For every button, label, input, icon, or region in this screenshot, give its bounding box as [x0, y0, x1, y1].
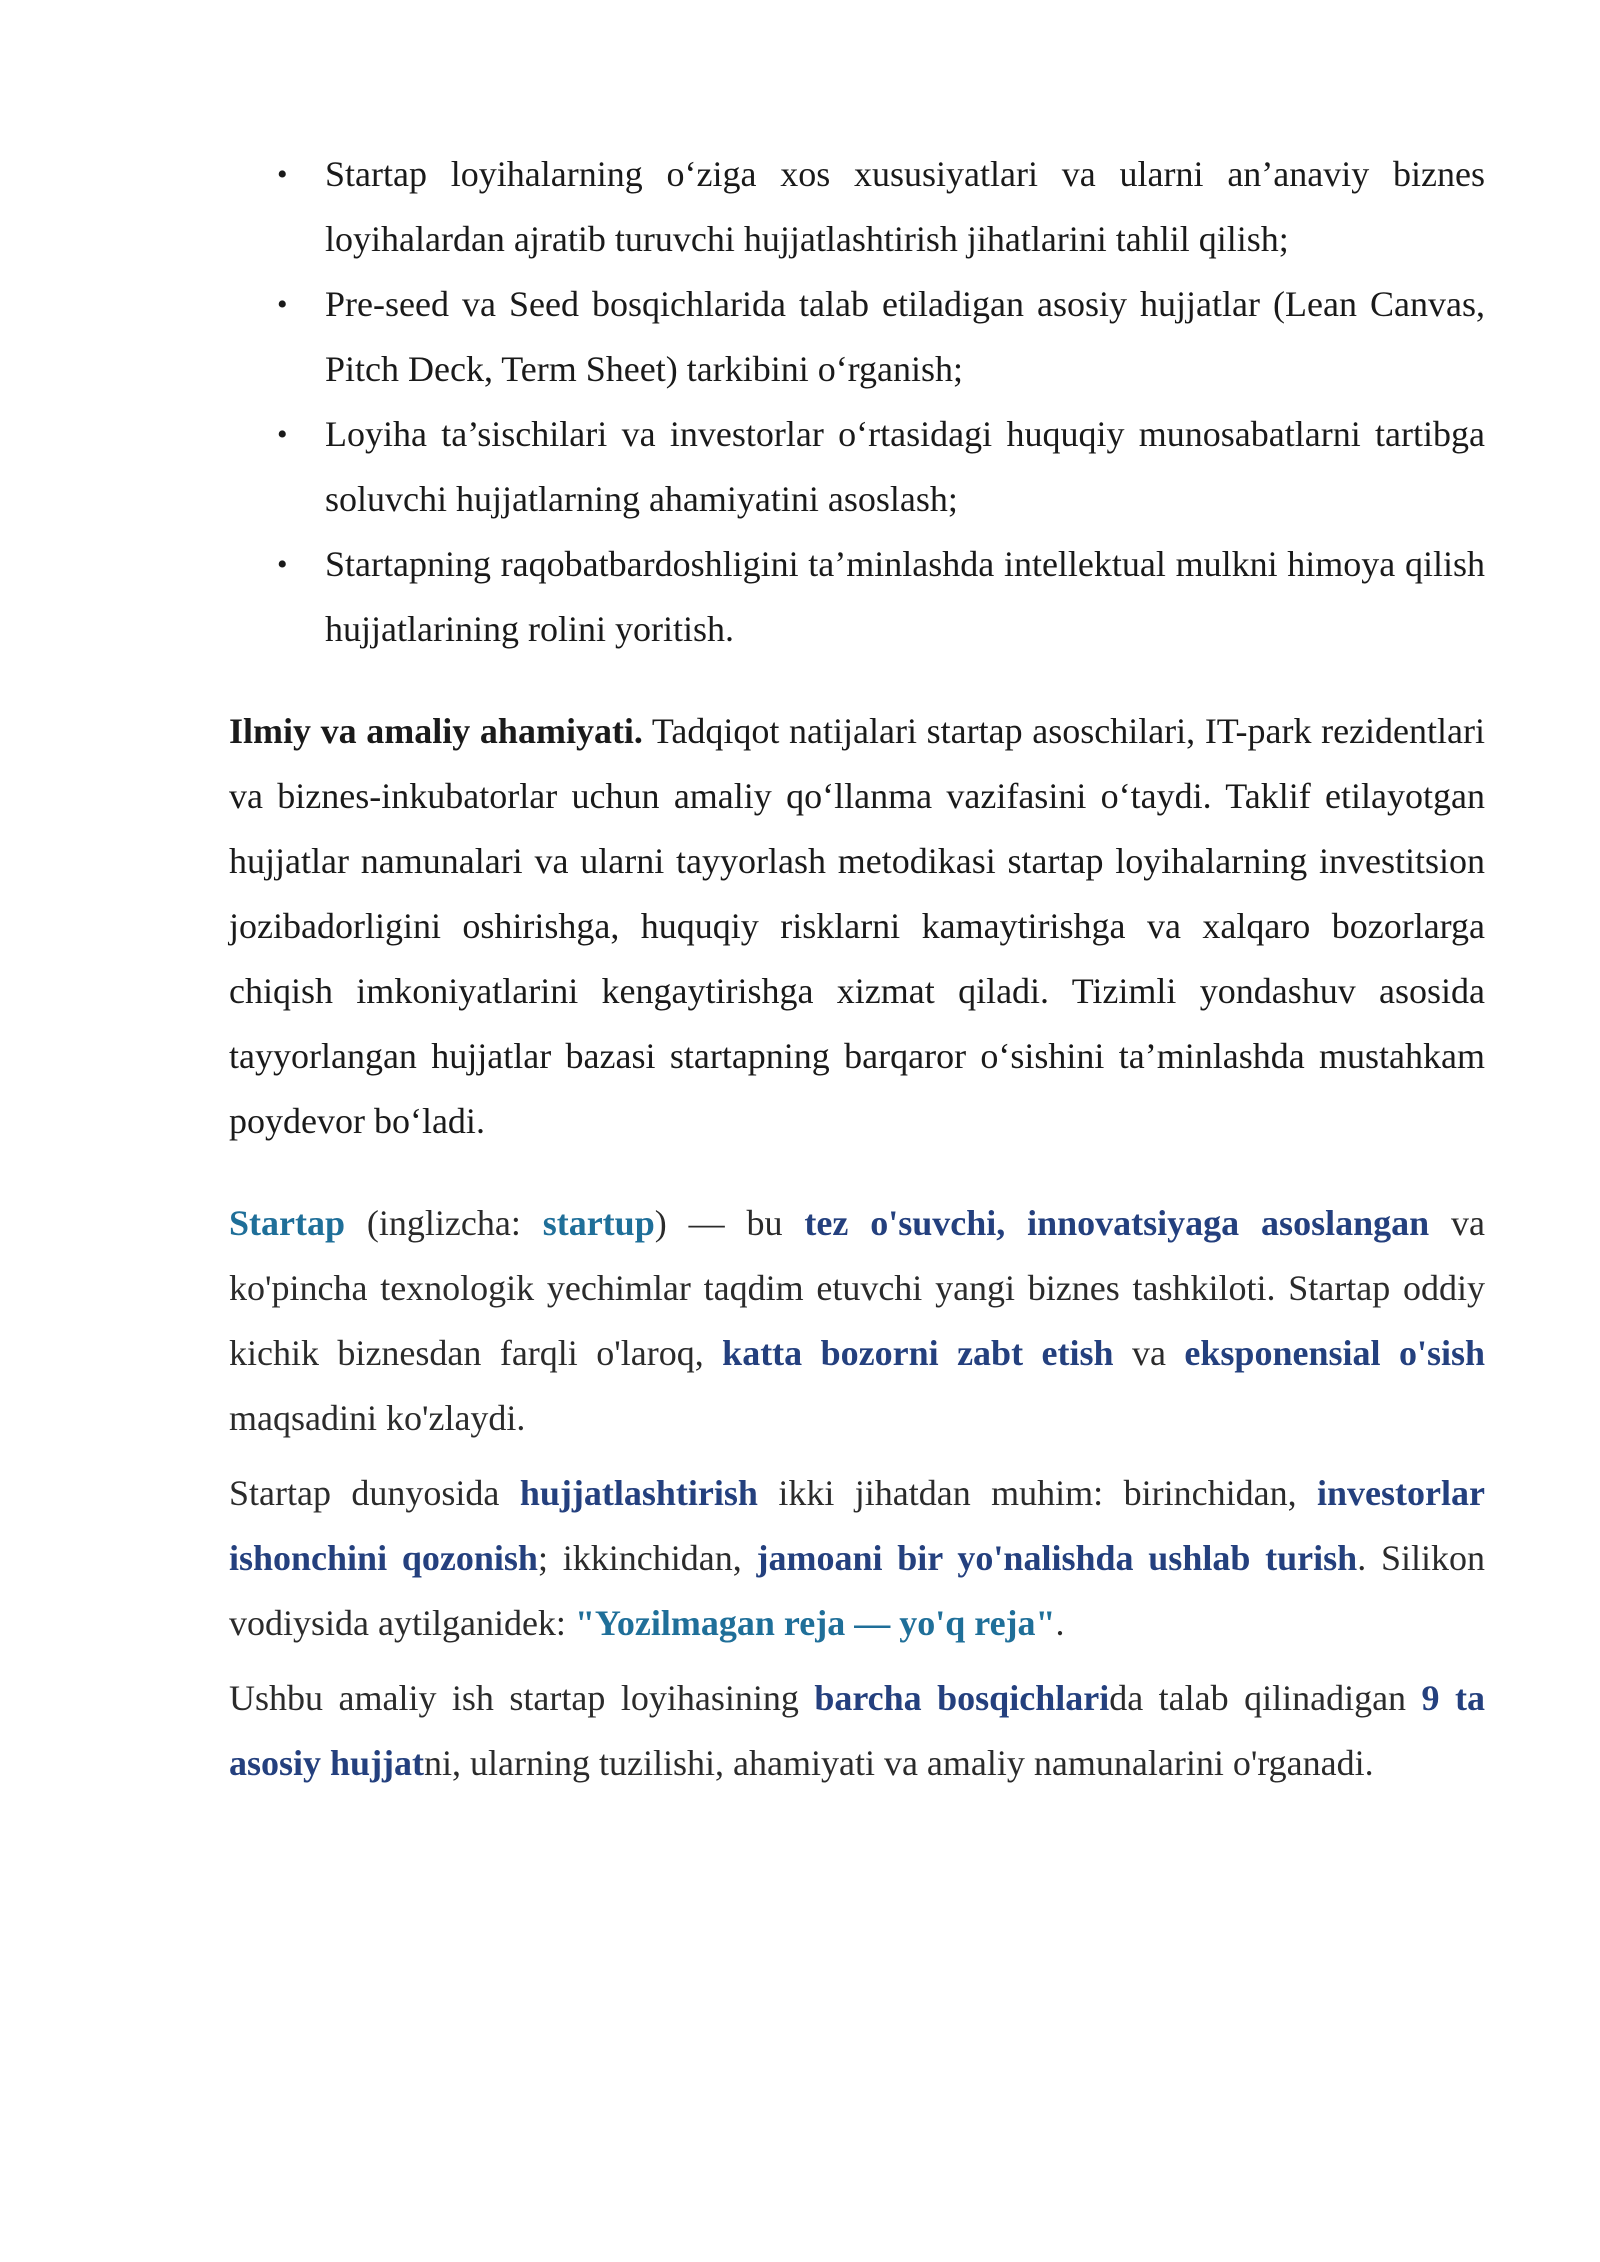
text-segment: Ushbu amaliy ish startap loyihasining: [229, 1678, 815, 1718]
highlight-text: barcha bosqichlari: [814, 1678, 1110, 1718]
objective-text: Pre-seed va Seed bosqichlarida talab etiladigan asosiy hujjatlar (Lean Canvas, Pitch Deck, Term Sheet) tarkibini o‘rganish;: [325, 284, 1485, 389]
quote-text: "Yozilmagan reja — yo'q reja": [574, 1603, 1056, 1643]
text-segment: . Silikon vodiysida aytilganidek:: [229, 1538, 1486, 1643]
highlight-text: eksponensial o'sish: [1184, 1333, 1485, 1373]
text-segment: ikki jihatdan muhim: birinchidan,: [757, 1473, 1318, 1513]
text-segment: da talab qilinadigan: [1109, 1678, 1422, 1718]
text-segment: ) — bu: [654, 1203, 805, 1243]
objective-item: [229, 272, 1485, 402]
highlight-text: jamoani bir yo'nalishda ushlab turish: [756, 1538, 1358, 1578]
objective-item: [229, 532, 1485, 662]
highlight-text: 9 ta asosiy hujjat: [229, 1678, 1486, 1783]
bullet-icon: •: [277, 548, 288, 581]
highlight-text: hujjatlashtirish: [519, 1473, 758, 1513]
text-segment: va ko'pincha texnologik yechimlar taqdim etuvchi yangi biznes tashkiloti. Startap oddiy kichik biznesdan farqli o'laroq,: [229, 1203, 1485, 1373]
highlight-text: tez o'suvchi, innovatsiyaga asoslangan: [804, 1203, 1430, 1243]
text-segment: ; ikkinchidan,: [537, 1538, 757, 1578]
definition-paragraph: [229, 1191, 1485, 1451]
text-segment: Startap dunyosida: [229, 1473, 520, 1513]
text-segment: ni, ularning tuzilishi, ahamiyati va amaliy namunalarini o'rganadi.: [424, 1743, 1374, 1783]
bullet-icon: •: [277, 158, 288, 191]
highlight-text: katta bozorni zabt etish: [722, 1333, 1114, 1373]
text-segment: va: [1113, 1333, 1185, 1373]
text-segment: (inglizcha:: [345, 1203, 543, 1243]
text-segment: maqsadini ko'zlaydi.: [229, 1398, 526, 1438]
significance-body: Tadqiqot natijalari startap asoschilari, IT-park rezidentlari va biznes-inkubatorlar uchun amaliy qo‘llanma vazifasini o‘taydi. Taklif etilayotgan hujjatlar namunalari va ularni tayyorlash metodikasi startap loyihalarning investitsion jozibadorligini oshirishga, huquqiy risklarni kamaytirishga va xalqaro bozorlarga chiqish imkoniyatlarini kengaytirishga xizmat qiladi. Tizimli yondashuv asosida tayyorlangan hujjatlar bazasi startapning barqaror o‘sishini ta’minlashda mustahkam poydevor bo‘ladi.: [229, 711, 1485, 1141]
page-content: [229, 142, 1485, 1796]
significance-heading: Ilmiy va amaliy ahamiyati.: [229, 711, 643, 751]
documentation-paragraph: [229, 1461, 1485, 1656]
objective-item: [229, 142, 1485, 272]
objective-text: Startapning raqobatbardoshligini ta’minlashda intellektual mulkni himoya qilish hujjatlarining rolini yoritish.: [325, 544, 1485, 649]
objective-text: Loyiha ta’sischilari va investorlar o‘rtasidagi huquqiy munosabatlarni tartibga soluvchi hujjatlarning ahamiyatini asoslash;: [325, 414, 1485, 519]
highlight-text: investorlar ishonchini qozonish: [229, 1473, 1485, 1578]
term-startap: Startap: [229, 1203, 345, 1243]
bullet-icon: •: [277, 418, 288, 451]
bullet-icon: •: [277, 288, 288, 321]
text-segment: .: [1055, 1603, 1065, 1643]
objectives-list: [229, 142, 1485, 662]
term-startup: startup: [542, 1203, 655, 1243]
objective-item: [229, 402, 1485, 532]
scope-paragraph: [229, 1666, 1485, 1796]
significance-paragraph: [229, 699, 1485, 1154]
objective-text: Startap loyihalarning o‘ziga xos xususiyatlari va ularni an’anaviy biznes loyihalardan ajratib turuvchi hujjatlashtirish jihatlarini tahlil qilish;: [325, 154, 1485, 259]
